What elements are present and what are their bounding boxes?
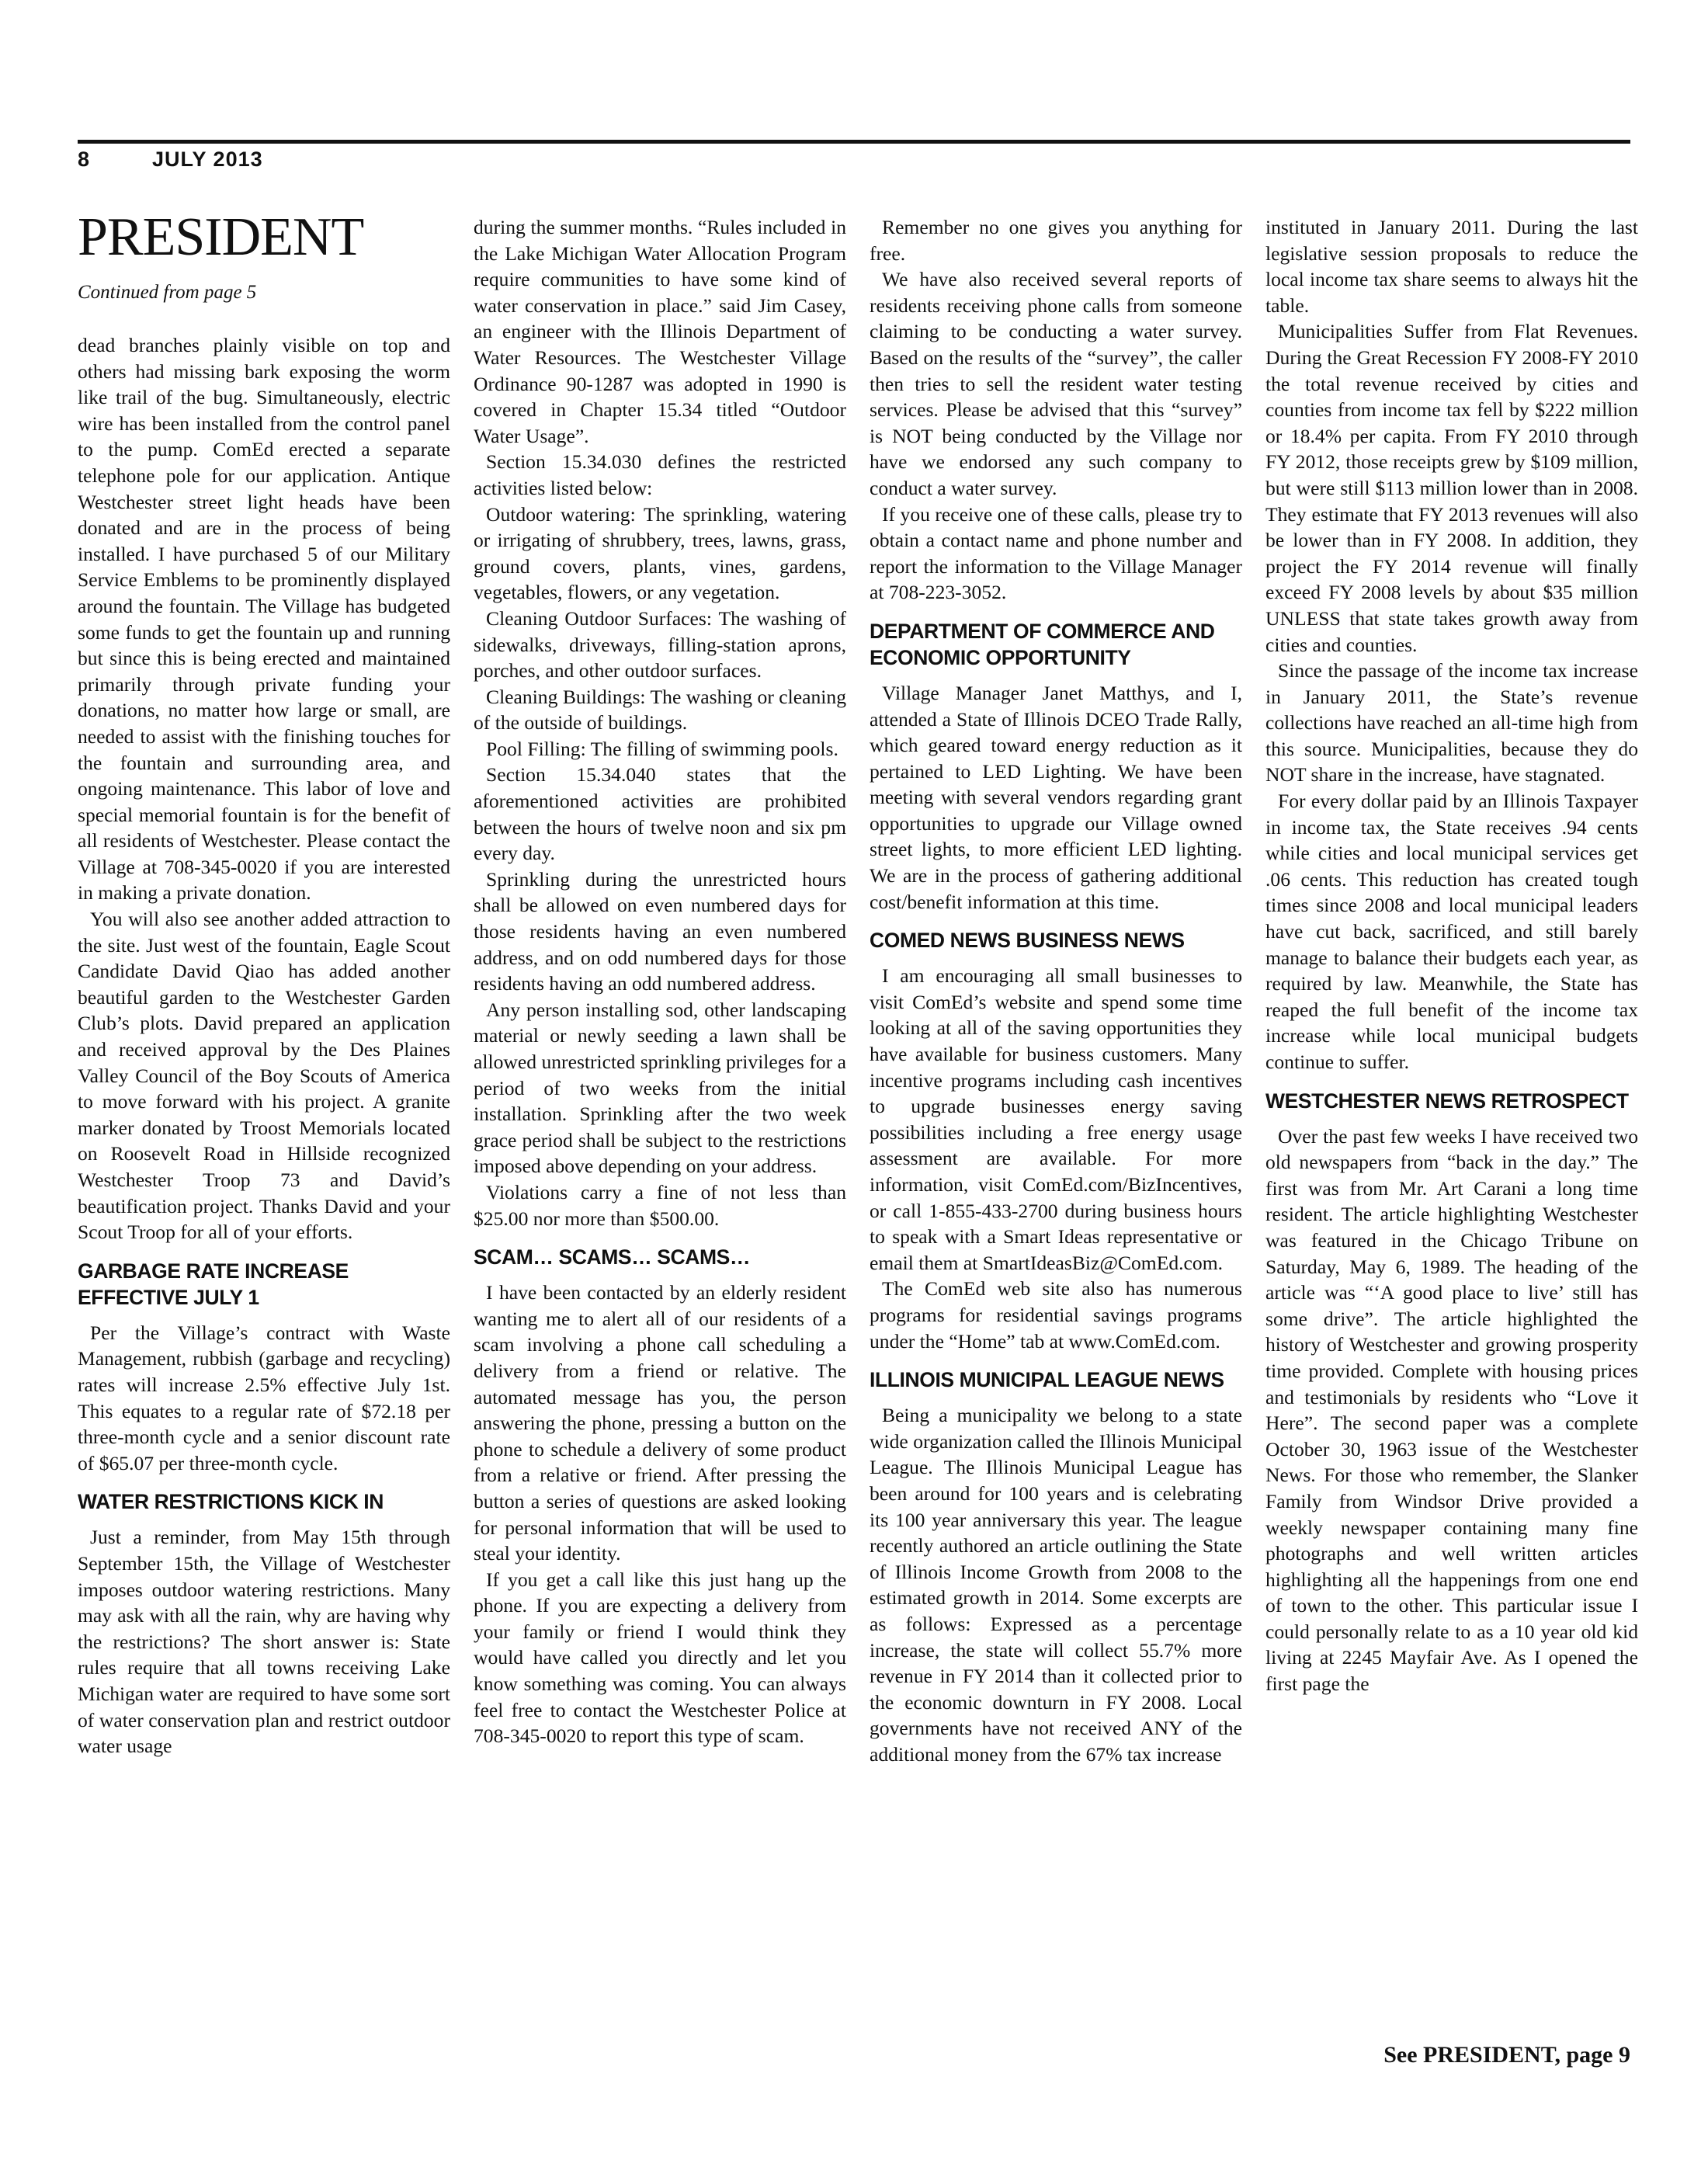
- section-heading: WESTCHESTER NEWS RETROSPECT: [1265, 1089, 1629, 1113]
- column-2: [474, 214, 846, 1749]
- body-paragraph: Being a municipality we belong to a state wide organization called the Illinois Municipal League. The Illinois Municipal League has been around for 100 years and is celebrating its 100 year anniversary this year. The league recently authored an article outlining the State of Illinois Income Growth from 2008 to the estimated growth in 2014. Some excerpts are as follows: Expressed as a percentage increase, the state will collect 55.7% more revenue in FY 2014 than it collected prior to the economic downturn in FY 2008. Local governments have not received ANY of the additional money from the 67% tax increase: [870, 1404, 1242, 1766]
- section-heading: COMED NEWS BUSINESS NEWS: [870, 929, 1185, 953]
- body-paragraph: Cleaning Outdoor Surfaces: The washing of sidewalks, driveways, filling-station aprons, porches, and other outdoor surfaces.: [474, 606, 846, 682]
- body-paragraph: The ComEd web site also has numerous programs for residential savings programs under the “Home” tab at www.ComEd.com.: [870, 1277, 1242, 1353]
- body-paragraph: Remember no one gives you anything for free.: [870, 216, 1242, 265]
- body-paragraph: Village Manager Janet Matthys, and I, attended a State of Illinois DCEO Trade Rally, which geared toward energy reduction as it pertained to LED Lighting. We have been meeting with several vendors regarding grant opportunities to upgrade our Village owned street lights, to more efficient LED lighting. We are in the process of gathering additional cost/benefit information at this time.: [870, 681, 1242, 913]
- body-paragraph: Violations carry a fine of not less than $25.00 nor more than $500.00.: [474, 1180, 846, 1230]
- body-paragraph: If you get a call like this just hang up the phone. If you are expecting a delivery from your family or friend I would think they would have called you directly and let you know something was coming. You can always feel free to contact the Westchester Police at 708-345-0020 to report this type of scam.: [474, 1568, 846, 1748]
- body-paragraph: We have also received several reports of residents receiving phone calls from someone claiming to be conducting a water survey. Based on the results of the “survey”, the caller then tries to sell the resident water testing services. Please be advised that this “survey” is NOT being conducted by the Village nor have we endorsed any such company to conduct a water survey.: [870, 268, 1242, 499]
- body-paragraph: Section 15.34.040 states that the aforementioned activities are prohibited between the hours of twelve noon and six pm every day.: [474, 763, 846, 865]
- body-paragraph: Section 15.34.030 defines the restricted activities listed below:: [474, 450, 846, 499]
- body-paragraph: dead branches plainly visible on top and others had missing bark exposing the worm like trail of the bug. Simultaneously, electric wire has been installed from the control panel to the pump. ComEd erected a separate telephone pole for our application. Antique Westchester street light heads have been donated and are in the process of being installed. I have purchased 5 of our Military Service Emblems to be prominently displayed around the fountain. The Village has budgeted some funds to get the fountain up and running but since this is being erected and maintained primarily through private funding your donations, no matter how large or small, are needed to assist with the finishing touches for the fountain and surrounding area, and ongoing maintenance. This labor of love and special memorial fountain is for the benefit of all residents of Westchester. Please contact the Village at 708-345-0020 if you are interested in making a private donation.: [78, 334, 450, 905]
- jump-line: See PRESIDENT, page 9: [1383, 2042, 1630, 2068]
- page-number: 8: [78, 148, 91, 171]
- section-heading: DEPARTMENT OF COMMERCE AND ECONOMIC OPPORTUNITY: [870, 619, 1215, 669]
- body-paragraph: Municipalities Suffer from Flat Revenues. During the Great Recession FY 2008-FY 2010 the total revenue received by cities and counties from income tax fell by $222 million or 18.4% per capita. From FY 2010 through FY 2012, those receipts grew by $109 million, but were still $113 million lower than in 2008. They estimate that FY 2013 revenues will also be lower than in FY 2008. In addition, they project the FY 2014 revenue will finally exceed FY 2008 levels by about $35 million UNLESS that state takes growth away from cities and counties.: [1265, 320, 1638, 656]
- continued-from: Continued from page 5: [78, 282, 257, 303]
- body-paragraph: Outdoor watering: The sprinkling, watering or irrigating of shrubbery, trees, lawns, grass, ground covers, plants, vines, gardens, vegetables, flowers, or any vegetation.: [474, 502, 846, 604]
- article-headline: PRESIDENT: [78, 207, 364, 267]
- section-heading: GARBAGE RATE INCREASE EFFECTIVE JULY 1: [78, 1259, 349, 1309]
- body-paragraph: Pool Filling: The filling of swimming pools.: [486, 737, 838, 760]
- body-paragraph: Cleaning Buildings: The washing or cleaning of the outside of buildings.: [474, 685, 846, 735]
- body-paragraph: I am encouraging all small businesses to visit ComEd’s website and spend some time looking at all of the saving opportunities they have available for business customers. Many incentive programs including cash incentives to upgrade businesses energy saving possibilities including a free energy usage assessment are available. For more information, visit ComEd.com/BizIncentives, or call 1-855-433-2700 during business hours to speak with a Smart Ideas representative or email them at SmartIdeasBiz@ComEd.com.: [870, 964, 1242, 1274]
- body-paragraph: I have been contacted by an elderly resident wanting me to alert all of our residents of a scam involving a phone call scheduling a delivery from a friend or relative. The automated message has you, the person answering the phone, pressing a button on the phone to schedule a delivery of some product from a relative or friend. After pressing the button a series of questions are asked looking for personal information that will be used to steal your identity.: [474, 1281, 846, 1565]
- issue-date: JULY 2013: [152, 148, 263, 171]
- body-paragraph: For every dollar paid by an Illinois Taxpayer in income tax, the State receives .94 cents while cities and local municipal services get .06 cents. This reduction has created tough times since 2008 and local municipal leaders have cut back, sacrificed, and still barely manage to balance their budgets each year, as required by law. Meanwhile, the State has reaped the full benefit of the income tax increase while local municipal budgets continue to suffer.: [1265, 790, 1638, 1073]
- header-rule: [78, 140, 1630, 144]
- section-heading: ILLINOIS MUNICIPAL LEAGUE NEWS: [870, 1368, 1224, 1392]
- body-paragraph: Per the Village’s contract with Waste Management, rubbish (garbage and recycling) rates will increase 2.5% effective July 1st. This equates to a regular rate of $72.18 per three-month cycle and a senior discount rate of $65.07 per three-month cycle.: [78, 1321, 450, 1474]
- body-paragraph: Any person installing sod, other landscaping material or newly seeding a lawn shall be allowed unrestricted sprinkling privileges for a period of two weeks from the initial installation. Sprinkling after the two week grace period shall be subject to the restrictions imposed above depending on your address.: [474, 998, 846, 1178]
- column-1: [78, 208, 450, 1759]
- page-folio: [78, 148, 263, 172]
- body-paragraph: Over the past few weeks I have received two old newspapers from “back in the day.” The first was from Mr. Art Carani a long time resident. The article highlighting Westchester was featured in the Chicago Tribune on Saturday, May 6, 1989. The heading of the article was “‘A good place to live’ still has some drive”. The article highlighted the history of Westchester and growing prosperity time provided. Complete with housing prices and testimonials by residents who “Love it Here”. The second paper was a complete October 30, 1963 issue of the Westchester News. For those who remember, the Slanker Family from Windsor Drive provided a weekly newspaper containing many fine photographs and well written articles highlighting all the happenings from one end of town to the other. This particular issue I could personally relate to as a 10 year old kid living at 2245 Mayfair Ave. As I opened the first page the: [1265, 1124, 1638, 1696]
- body-paragraph: during the summer months. “Rules included in the Lake Michigan Water Allocation Program require communities to have some kind of water conservation in place.” said Jim Casey, an engineer with the Illinois Department of Water Resources. The Westchester Village Ordinance 90-1287 was adopted in 1990 is covered in Chapter 15.34 titled “Outdoor Water Usage”.: [474, 216, 846, 447]
- body-paragraph: Since the passage of the income tax increase in January 2011, the State’s revenue collections have reached an all-time high from this source. Municipalities, because they do NOT share in the increase, have stagnated.: [1265, 659, 1638, 787]
- column-4: [1265, 214, 1638, 1697]
- section-heading: WATER RESTRICTIONS KICK IN: [78, 1490, 384, 1514]
- body-paragraph: instituted in January 2011. During the last legislative session proposals to reduce the local income tax share seems to always hit the table.: [1265, 216, 1638, 317]
- section-heading: SCAM… SCAMS… SCAMS…: [474, 1245, 751, 1269]
- body-paragraph: Sprinkling during the unrestricted hours shall be allowed on even numbered days for those residents having an even numbered address, and on odd numbered days for those residents having an odd numbered address.: [474, 867, 846, 995]
- body-paragraph: You will also see another added attraction to the site. Just west of the fountain, Eagle Scout Candidate David Qiao has added another beautiful garden to the Westchester Garden Club’s plots. David prepared an application and received approval by the Des Plaines Valley Council of the Boy Scouts of America to move forward with his project. A granite marker donated by Troost Memorials located on Roosevelt Road in Hillside recognized Westchester Troop 73 and David’s beautification project. Thanks David and your Scout Troop for all of your efforts.: [78, 908, 450, 1244]
- column-3: [870, 214, 1242, 1767]
- body-paragraph: Just a reminder, from May 15th through September 15th, the Village of Westchester imposes outdoor watering restrictions. Many may ask with all the rain, why are having why the restrictions? The short answer is: State rules require that all towns receiving Lake Michigan water are required to have some sort of water conservation plan and restrict outdoor water usage: [78, 1526, 450, 1758]
- body-paragraph: If you receive one of these calls, please try to obtain a contact name and phone number and report the information to the Village Manager at 708-223-3052.: [870, 502, 1242, 604]
